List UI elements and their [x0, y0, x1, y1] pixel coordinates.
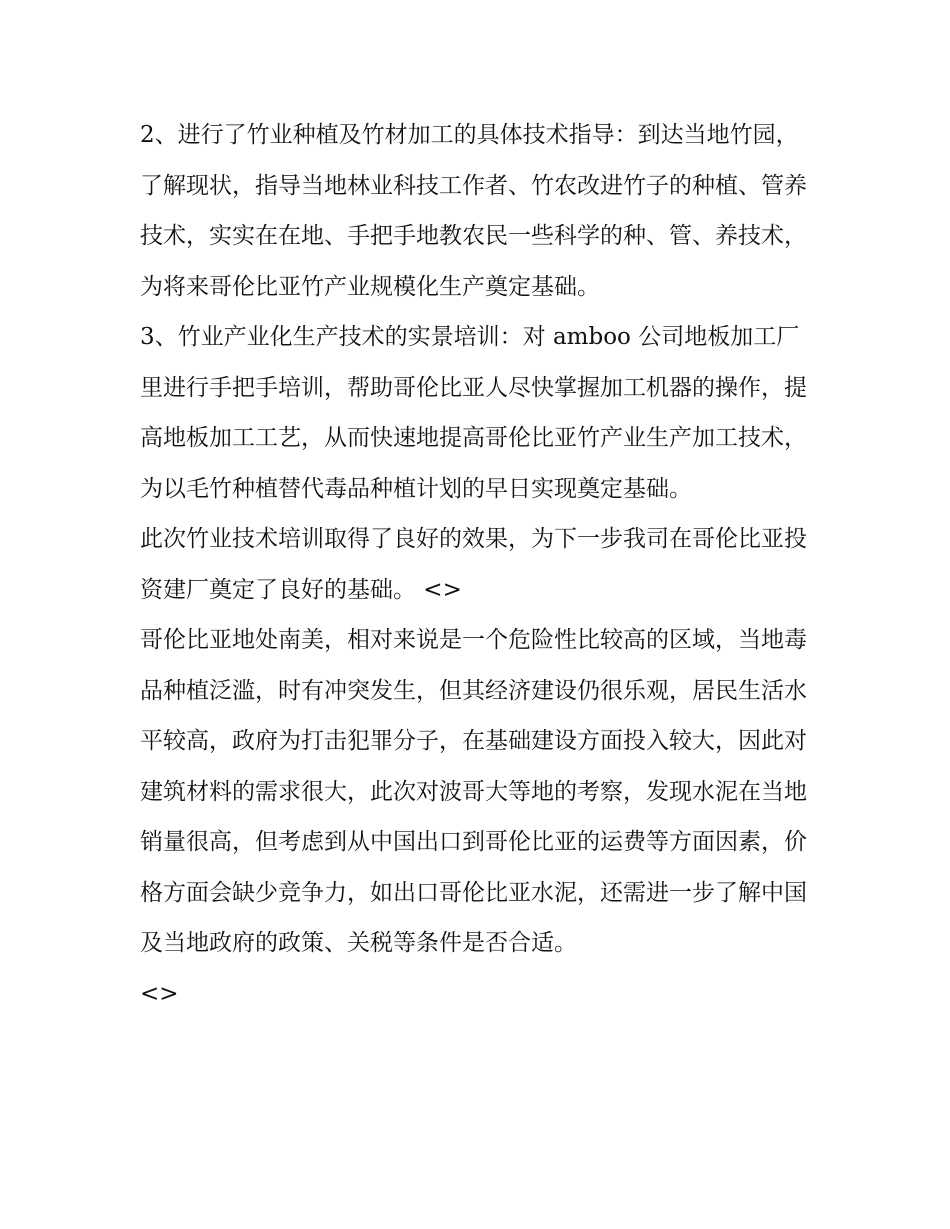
paragraph-colombia-market: 哥伦比亚地处南美，相对来说是一个危险性比较高的区域，当地毒品种植泛滥，时有冲突发生，但其经济建设仍很乐观，居民生活水平较高，政府为打击犯罪分子，在基础建设方面投入较大，因此对建筑材料的需求很大，此次对波哥大等地的考察，发现水泥在当地销量很高，但考虑到从中国出口到哥伦比亚的运费等方面因素，价格方面会缺少竞争力，如出口哥伦比亚水泥，还需进一步了解中国及当地政府的政策、关税等条件是否合适。: [140, 627, 807, 956]
paragraph-trailing-marker: <>: [140, 980, 179, 1007]
paragraph-technical-guidance: 2、进行了竹业种植及竹材加工的具体技术指导：到达当地竹园，了解现状，指导当地林业科技工作者、竹农改进竹子的种植、管养技术，实实在在地、手把手地教农民一些科学的种、管、养技术，为将来哥伦比亚竹产业规模化生产奠定基础。: [140, 122, 807, 300]
document-body: [140, 110, 812, 1019]
paragraph-training-result: 此次竹业技术培训取得了良好的效果，为下一步我司在哥伦比亚投资建厂奠定了良好的基础。 <>: [140, 526, 807, 603]
paragraph-production-training: 3、竹业产业化生产技术的实景培训：对 amboo 公司地板加工厂里进行手把手培训，帮助哥伦比亚人尽快掌握加工机器的操作，提高地板加工工艺，从而快速地提高哥伦比亚竹产业生产加工技术，为以毛竹种植替代毒品种植计划的早日实现奠定基础。: [140, 324, 807, 502]
